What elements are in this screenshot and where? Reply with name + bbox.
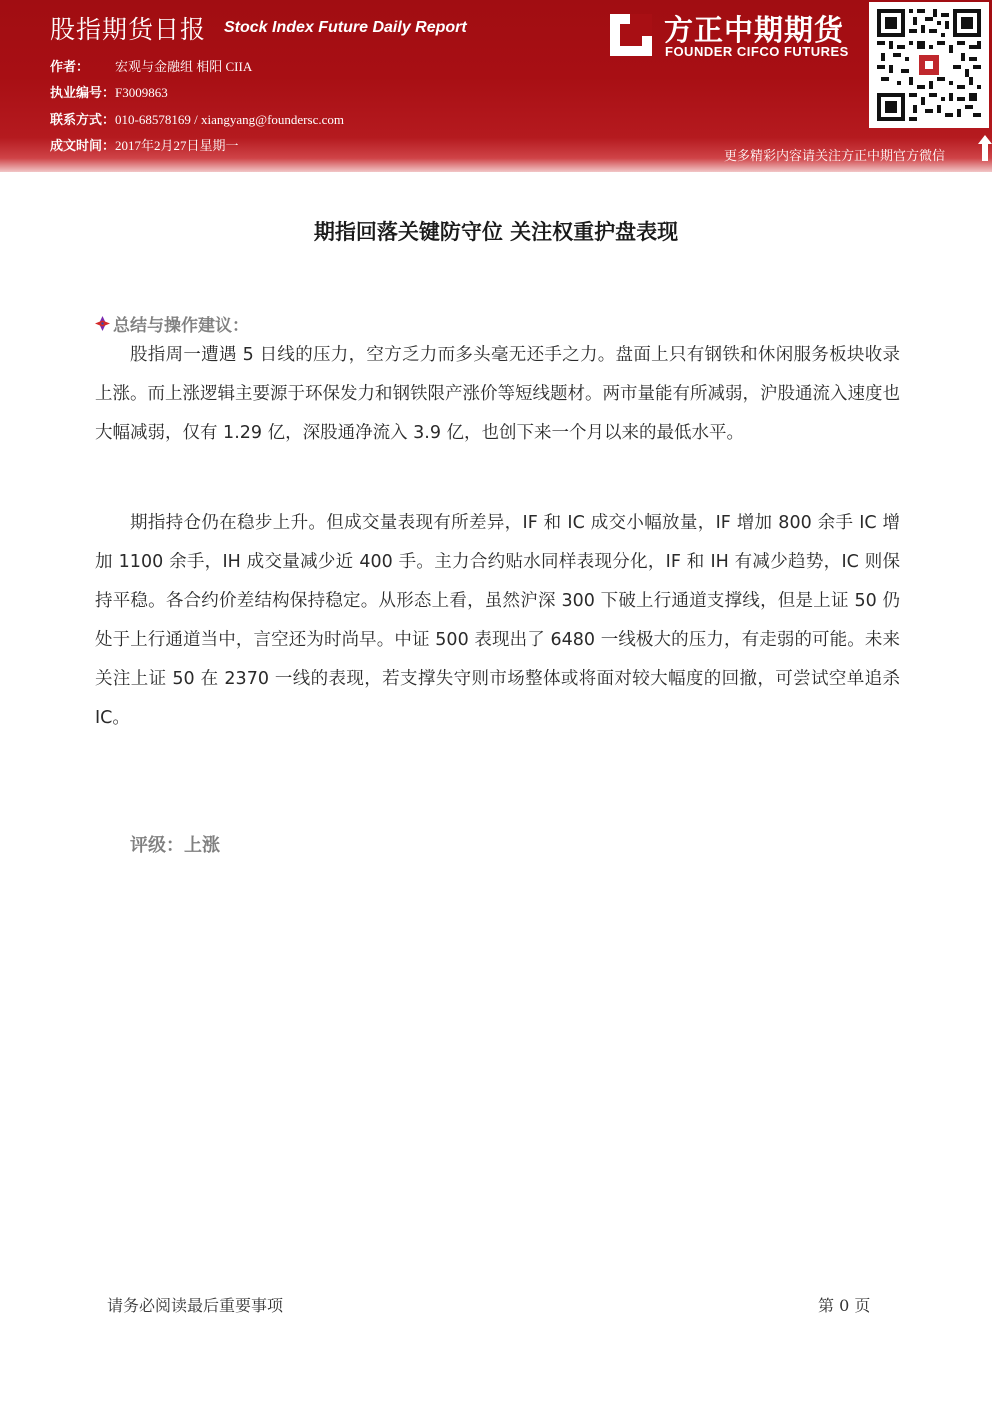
page-number: 第 0 页 [818,1296,871,1315]
logo-text-cn: 方正中期期货 [664,13,845,47]
license-line [50,82,168,101]
paragraph-1: 股指周一遭遇 5 日线的压力，空方乏力而多头毫无还手之力。盘面上只有钢铁和休闲服务板块收录上涨。而上涨逻辑主要源于环保发力和钢铁限产涨价等短线题材。两市量能有所减弱，沪股通流入速度也大幅减弱，仅有 1.29 亿，深股通净流入 3.9 亿，也创下来一个月以来的最低水平。 [95,345,900,443]
author-line [50,56,252,75]
section-label: 总结与操作建议： [113,316,249,336]
company-logo [608,8,860,64]
qr-code-icon [877,9,981,121]
report-title-en: Stock Index Future Daily Report [224,19,467,36]
report-title-cn: 股指期货日报 [50,15,207,44]
contact-line [50,109,344,128]
author-value: 宏观与金融组 相阳 CIIA [115,59,253,74]
paragraph-2: 期指持仓仍在稳步上升。但成交量表现有所差异，IF 和 IC 成交小幅放量，IF 增加 800 余手 IC 增加 1100 余手，IH 成交量减少近 400 手。主力合约贴水同样表现分化，IF 和 IH 有减少趋势，IC 则保持平稳。各合约价差结构保持稳定。从形态上看，虽然沪深 300 下破上行通道支撑线，但是上证 50 仍处于上行通道当中，言空还为时尚早。中证 500 表现出了 6480 一线极大的压力，有走弱的可能。未来关注上证 50 在 2370 一线的表现，若支撑失守则市场整体或将面对较大幅度的回撤，可尝试空单追杀 IC。 [95,513,900,728]
article-headline: 期指回落关键防守位 关注权重护盘表现 [313,220,679,244]
diamond-bullet-icon [94,315,111,332]
date-line [50,135,239,154]
logo-mark-icon [608,12,654,58]
author-label: 作者： [50,60,90,75]
contact-label: 联系方式： [50,113,116,128]
date-value: 2017年2月27日星期一 [115,138,239,153]
wechat-follow-note: 更多精彩内容请关注方正中期官方微信 [724,149,946,164]
qr-code [869,2,989,128]
report-header [0,0,992,172]
arrow-up-icon [978,135,992,161]
logo-text-en: FOUNDER CIFCO FUTURES [665,44,849,59]
footer-notice: 请务必阅读最后重要事项 [107,1296,284,1315]
license-label: 执业编号： [50,86,116,101]
license-value: F3009863 [115,85,168,100]
section-heading [94,311,249,336]
contact-value[interactable]: 010-68578169 / xiangyang@foundersc.com [115,112,344,127]
date-label: 成文时间： [50,139,116,154]
rating-label: 评级：上涨 [130,835,220,856]
